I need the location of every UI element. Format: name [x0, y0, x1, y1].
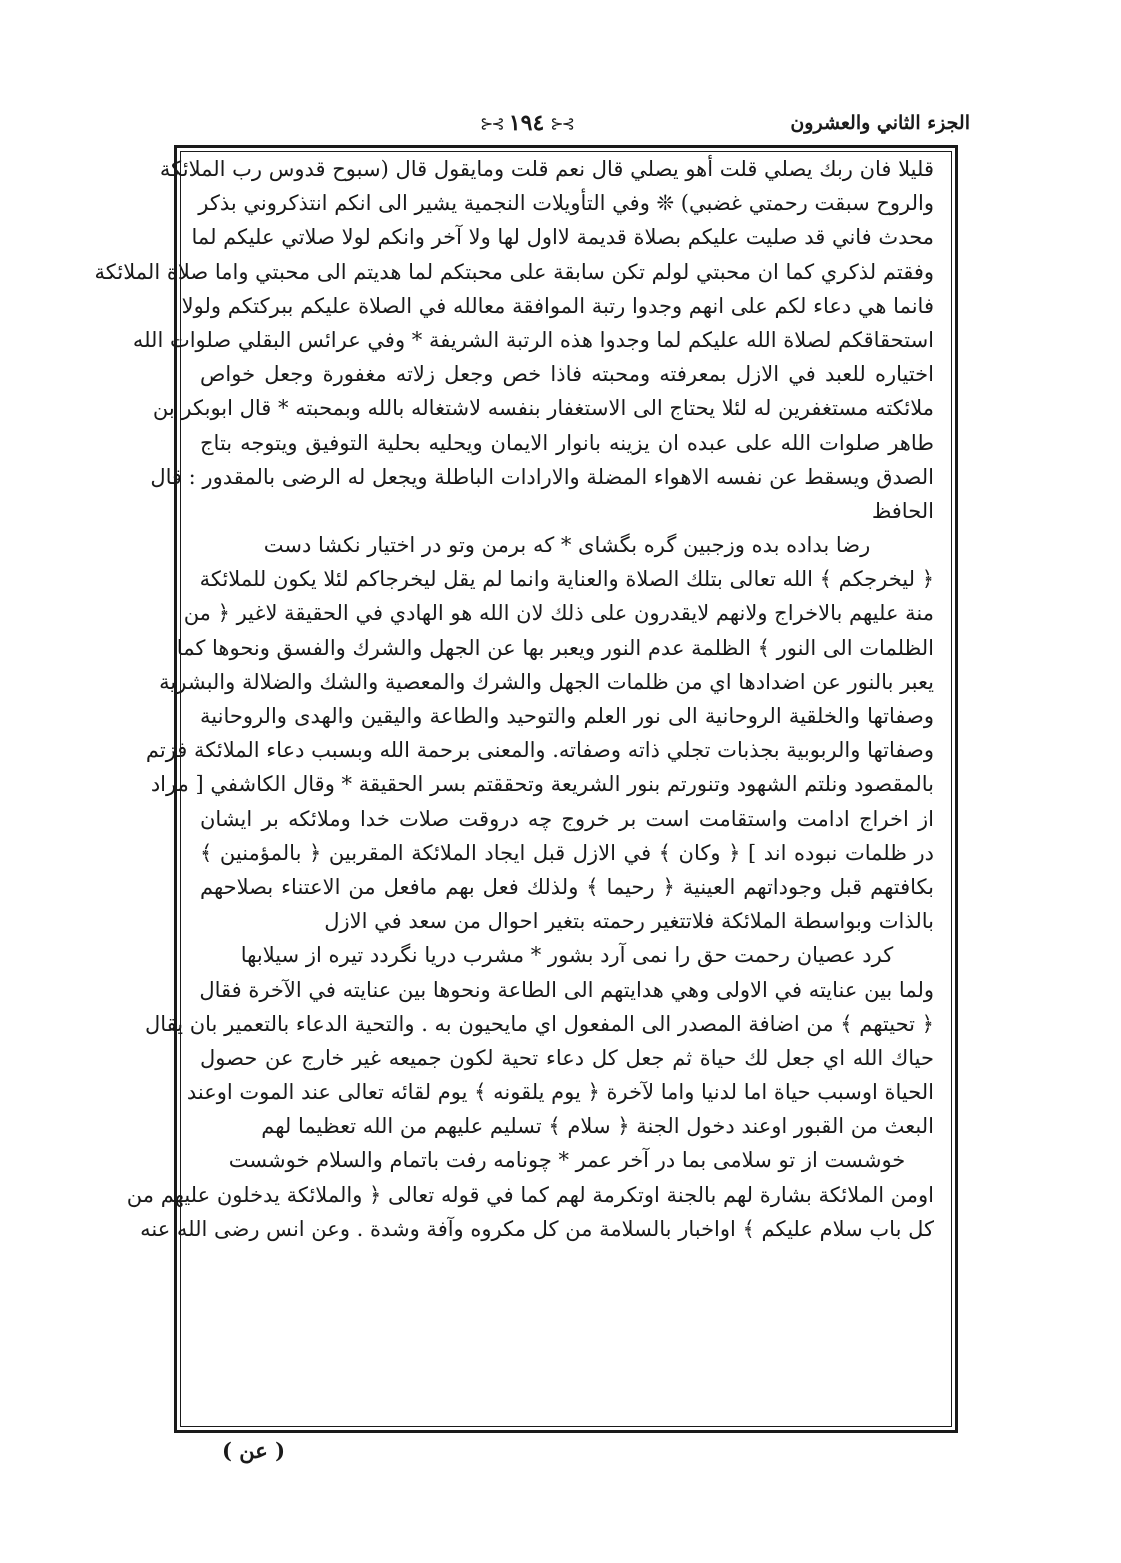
text-line: بالمقصود ونلتم الشهود وتنورتم بنور الشريعة وتحققتم بسر الحقيقة * وقال الكاشفي [ مراد [150, 772, 934, 797]
catchword: ( عن ) [222, 1438, 286, 1463]
text-line: اومن الملائكة بشارة لهم بالجنة اوتكرمة لهم كما في قوله تعالى ﴿ والملائكة يدخلون عليهم من [126, 1182, 934, 1207]
text-line: وصفاتها والربوبية بجذبات تجلي ذاته وصفاته. والمعنى برحمة الله وبسبب دعاء الملائكة فزتم [145, 738, 934, 763]
text-line: در ظلمات نبوده اند ] ﴿ وكان ﴾ في الازل قبل ايجاد الملائكة المقربين ﴿ بالمؤمنين ﴾ [200, 840, 934, 865]
text-line: ولما بين عنايته في الاولى وهي هدايتهم الى الطاعة ونحوها بين عنايته في الآخرة فقال [199, 977, 934, 1002]
left-ornament-icon: ⊱⊰ [480, 113, 503, 133]
text-line: اختياره للعبد في الازل بمعرفته ومحبته فاذا خص وجعل زلاته مغفورة وجعل خواص [200, 362, 934, 387]
text-line: وصفاتها والخلقية الروحانية الى نور العلم والتوحيد والطاعة واليقين والهدى والروحانية [200, 704, 934, 728]
text-line: الحياة اوسبب حياة اما لدنيا واما لآخرة ﴿ يوم يلقونه ﴾ يوم لقائه تعالى عند الموت اوعند [186, 1080, 934, 1105]
verse-line: خوشست از تو سلامى بما در آخر عمر * چونامه رفت باتمام والسلام خوشست [228, 1148, 906, 1173]
text-line: ملائكته مستغفرين له لئلا يحتاج الى الاستغفار بنفسه لاشتغاله بالله وبمحبته * قال ابوبكر بن [152, 396, 934, 421]
text-line: فانما هي دعاء لكم على انهم وجدوا رتبة الموافقة معالله في الصلاة عليكم ببركتكم ولولا [181, 293, 934, 318]
text-line: بكافتهم قبل وجوداتهم العينية ﴿ رحيما ﴾ ولذلك فعل بهم مافعل من الاعتناء بصلاحهم [200, 874, 934, 899]
text-line: يعبر بالنور عن اضدادها اي من ظلمات الجهل والشرك والمعصية والشك والضلالة والبشرية [159, 669, 934, 694]
text-line: ﴿ ليخرجكم ﴾ الله تعالى بتلك الصلاة والعناية وانما لم يقل ليخرجاكم لئلا يكون للملائكة [199, 567, 934, 592]
text-line: قليلا فان ربك يصلي قلت أهو يصلي قال نعم قلت ومايقول قال (سبوح قدوس رب الملائكة [159, 157, 934, 181]
text-line: الظلمات الى النور ﴾ الظلمة عدم النور ويعبر بها عن الجهل والشرك والفسق ونحوها كما [176, 635, 934, 660]
text-line: محدث فاني قد صليت عليكم بصلاة قديمة لااول لها ولا آخر وانكم لولا صلاتي عليكم لما [191, 225, 934, 250]
text-line: وفقتم لذكري كما ان محبتي لولم تكن سابقة على محبتكم لما هديتم الى محبتي واما صلاة الملائكة [94, 259, 934, 284]
verse-line: كرد عصيان رحمت حق را نمى آرد بشور * مشرب دريا نگردد تيره از سيلابها [240, 943, 894, 968]
text-line: طاهر صلوات الله على عبده ان يزينه بانوار الايمان ويحليه بحلية التوفيق ويتوجه بتاج [200, 430, 934, 455]
text-line: حياك الله اي جعل لك حياة ثم جعل كل دعاء تحية لكون جميعه غير خارج عن حصول [200, 1045, 934, 1070]
text-line: ﴿ تحيتهم ﴾ من اضافة المصدر الى المفعول اي مايحيون به . والتحية الدعاء بالتعمير بان يقال [144, 1011, 934, 1036]
page-number-group [480, 110, 573, 136]
text-line: الحافظ [871, 498, 934, 523]
text-line: استحقاقكم لصلاة الله عليكم لما وجدوا هذه الرتبة الشريفة * وفي عرائس البقلي صلوات الله [132, 327, 934, 352]
text-line: از اخراج ادامت واستقامت است بر خروج چه دروقت صلات خدا وملائكه بر ايشان [200, 806, 934, 831]
part-label: الجزء الثاني والعشرون [790, 112, 970, 134]
text-body [94, 152, 934, 1246]
text-line: والروح سبقت رحمتي غضبي) ❊ وفي التأويلات النجمية يشير الى انكم انتذكروني بذكر [198, 191, 934, 216]
text-line: الصدق ويسقط عن نفسه الاهواء المضلة والارادات الباطلة ويجعل له الرضى بالمقدور : قال [150, 464, 934, 489]
right-ornament-icon: ⊱⊰ [550, 113, 574, 133]
verse-line: رضا بداده بده وزجبين گره بگشاى * كه برمن وتو در اختيار نكشا دست [263, 533, 871, 558]
running-head [170, 112, 970, 142]
text-line: البعث من القبور اوعند دخول الجنة ﴿ سلام ﴾ تسليم عليهم من الله تعظيما لهم [261, 1114, 934, 1139]
text-line: كل باب سلام عليكم ﴾ اواخبار بالسلامة من كل مكروه وآفة وشدة . وعن انس رضى الله عنه [140, 1216, 934, 1241]
page-number: ١٩٤ [508, 110, 545, 136]
text-line: منة عليهم بالاخراج ولانهم لايقدرون على ذلك لان الله هو الهادي في الحقيقة لاغير ﴿ من [183, 601, 934, 626]
text-line: بالذات وبواسطة الملائكة فلاتتغير رحمته بتغير احوال من سعد في الازل [324, 909, 934, 934]
